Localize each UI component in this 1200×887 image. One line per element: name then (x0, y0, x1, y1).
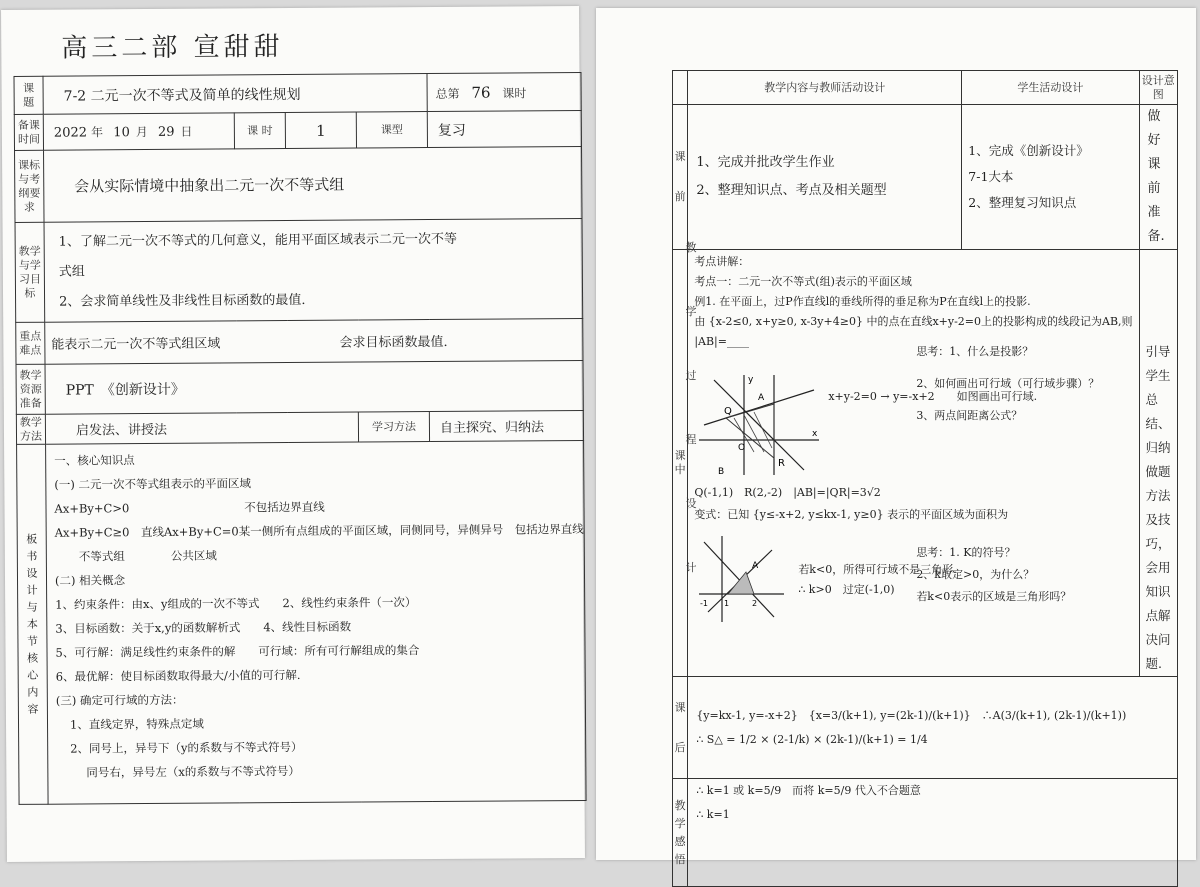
label-course: 课 题 (14, 76, 43, 114)
pre-intent: 做好课前准备. (1139, 105, 1177, 250)
label-a-2: A (752, 561, 759, 571)
label-x: x (812, 429, 818, 439)
corner-cell (673, 71, 688, 105)
total-lessons: 总第 76 课时 (427, 72, 581, 111)
teaching-method: 启发法、讲授法 (45, 412, 358, 444)
mid-content: 考点讲解： 考点一：二元一次不等式(组)表示的平面区域 例1. 在平面上，过P作直线l的垂线所得的垂足称为P在直线l上的投影. 由 {x-2≤0, x+y≥0, x-3y+4≥0} 中的点在直线x+y-2=0上的投影构成的线段记为AB,则 |AB|=____ Q R O x y B A x+y-2=0 → y=-x+2 如图画出可行域. Q(-1,1) R(2,-2) |AB|=|QR|=3√2 变式：已知 {y≤-x+2, y≤kx-1, y≥0} 表示的平面区域为面积为 A 1 2 -1 若k<0，所得可行域不是三角形. ∴ k>0 过定(-1,0) 思考：1、什么是投影？ 2、如何画出可行域（可行域步骤）？ 3、两点间距离公式？ 思考：1. K的符号？ 2、k取定>0，为什么？ 若k<0表示的区域是三角形吗？ (688, 250, 1139, 677)
mid-questions-1: 思考：1、什么是投影？ 2、如何画出可行域（可行域步骤）？ 3、两点间距离公式？ (916, 345, 1100, 422)
label-process: 教学过程设计 (685, 241, 697, 574)
label-b: B (718, 467, 725, 477)
feasible-region (726, 404, 774, 458)
tick-1: 1 (724, 599, 730, 608)
label-pre: 课前 (673, 105, 688, 250)
label-type: 课型 (356, 112, 427, 148)
pre-content: 1、完成并批改学生作业 2、整理知识点、考点及相关题型 (688, 105, 962, 250)
label-post: 课后 (673, 677, 688, 779)
label-board: 板书设计与本节核心内容 (17, 444, 49, 804)
period-value: 1 (285, 112, 356, 148)
label-r: R (778, 458, 786, 469)
label-goals: 教学与学习目标 (15, 222, 45, 322)
mid-qr: Q(-1,1) R(2,-2) |AB|=|QR|=3√2 变式：已知 {y≤-x+2, y≤kx-1, y≥0} 表示的平面区域为面积为 (694, 486, 1009, 521)
header-content: 教学内容与教师活动设计 (688, 71, 962, 105)
resources-text: PPT 《创新设计》 (45, 360, 583, 414)
reflection-content: ∴ k=1 或 k=5/9 而将 k=5/9 代入不合题意 ∴ k=1 (688, 779, 1178, 887)
label-y: y (748, 375, 754, 385)
label-key-points: 重点难点 (16, 322, 45, 364)
standards-text: 会从实际情境中抽象出二元一次不等式组 (44, 146, 583, 222)
label-o: O (738, 443, 746, 453)
label-period: 课 时 (234, 113, 285, 149)
mid-notes: 若k<0，所得可行域不是三角形. ∴ k>0 过定(-1,0) (798, 563, 957, 596)
label-study: 学习方法 (358, 412, 429, 442)
header-intent: 设计意图 (1139, 71, 1177, 105)
lesson-type: 复习 (427, 110, 581, 147)
process-table (672, 70, 1178, 887)
mid-note-line: x+y-2=0 → y=-x+2 如图画出可行域. (828, 390, 1038, 403)
header-student: 学生活动设计 (962, 71, 1139, 105)
tick-neg1: -1 (700, 599, 709, 608)
tick-2: 2 (752, 599, 758, 608)
mid-intent: 引导学生总结、归纳做题方法及技巧，会用知识点解决问题. (1139, 250, 1177, 677)
post-content: {y=kx-1, y=-x+2} {x=3/(k+1), y=(2k-1)/(k+1)} ∴A(3/(k+1), (2k-1)/(k+1)) ∴ S△ = 1/2 × (2-1/k) × (2k-1)/(k+1) = 1/4 (688, 677, 1178, 779)
label-standards: 课标与考纲要求 (15, 150, 45, 222)
right-page (596, 8, 1196, 866)
mid-questions-2: 思考：1. K的符号？ 2、k取定>0，为什么？ 若k<0表示的区域是三角形吗？ (916, 546, 1072, 603)
label-mid: 课中 (673, 250, 688, 677)
label-date: 备课时间 (14, 114, 43, 150)
board-content: 一、核心知识点 (一) 二元一次不等式组表示的平面区域 Ax+By+C>0 不包括边界直线 Ax+By+C≥0 直线Ax+By+C=0某一侧所有点组成的平面区域，同侧同号，异侧异号 包括边界直线 不等式组 公共区域 (二) 相关概念 1、约束条件：由x、y组成的一次不等式 2、线性约束条件（一次） 3、目标函数：关于x,y的函数解析式 4、线性目标函数 5、可行解：满足线性约束条件的解 可行域：所有可行解组成的集合 6、最优解：使目标函数取得最大/小值的可行解. (三) 确定可行域的方法： 1、直线定界，特殊点定域 2、同号上，异号下（y的系数与不等式符号） 同号右，异号左（x的系数与不等式符号） (46, 440, 587, 804)
prep-date: 2022 年 10 月 29 日 (43, 113, 234, 150)
region-graph-1 (694, 370, 824, 480)
key-points: 能表示二元一次不等式组区域 会求目标函数最值. (45, 318, 583, 364)
left-page (1, 6, 585, 862)
label-reflection: 教学感悟 (673, 779, 688, 887)
lesson-plan-table (13, 72, 586, 805)
course-title: 7-2 二元一次不等式及简单的线性规划 (43, 74, 427, 115)
label-a: A (758, 393, 765, 403)
label-method: 教学方法 (16, 414, 45, 444)
label-q: Q (724, 406, 733, 417)
study-method: 自主探究、归纳法 (429, 410, 583, 441)
region-graph-2 (694, 532, 789, 624)
pre-student: 1、完成《创新设计》 7-1大本 2、整理复习知识点 (962, 105, 1139, 250)
handwritten-title: 高三二部 宣甜甜 (61, 32, 284, 64)
label-resources: 教学资源准备 (16, 364, 45, 414)
triangle-region (728, 572, 754, 594)
goals-text: 1、了解二元一次不等式的几何意义，能用平面区域表示二元一次不等 式组 2、会求简单线性及非线性目标函数的最值. (44, 218, 583, 322)
